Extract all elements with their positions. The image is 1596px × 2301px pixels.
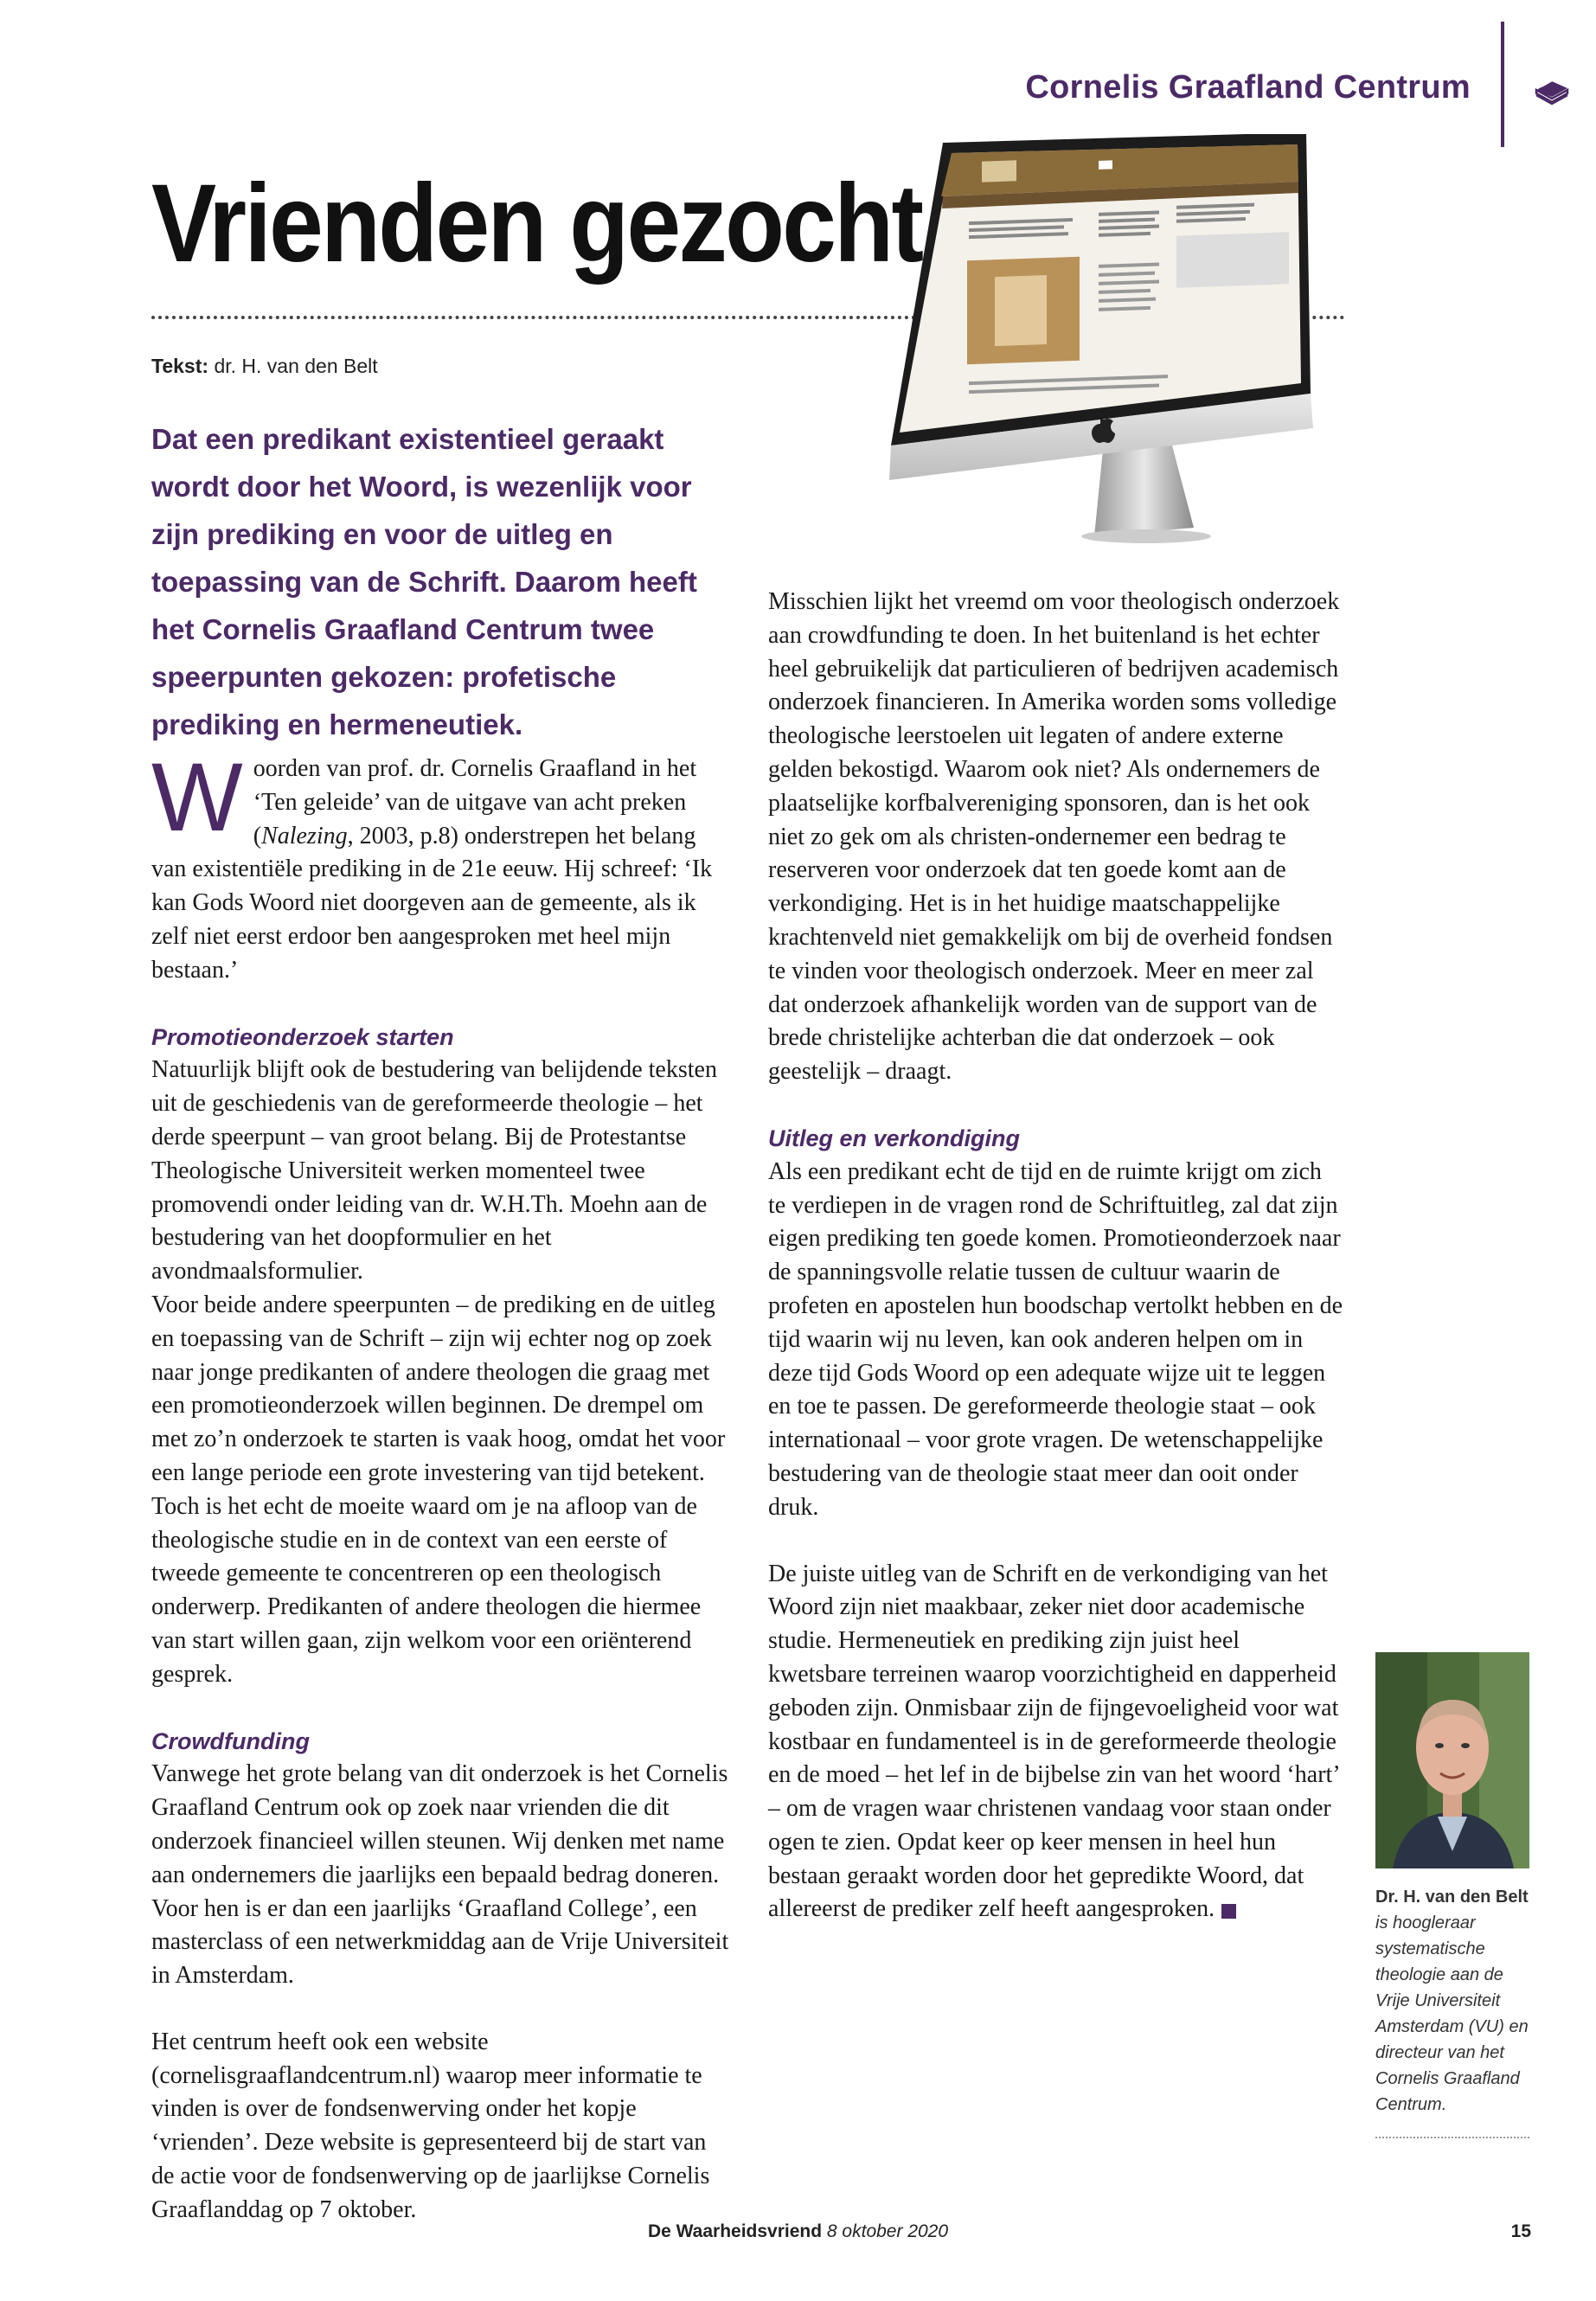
subheading-crowdfunding: Crowdfunding bbox=[151, 1727, 310, 1754]
author-caption bbox=[1375, 1884, 1531, 2118]
caption-text: is hoogleraar systematische theologie aan de Vrije Universiteit Amsterdam (VU) en directeur van het Cornelis Graafland Centrum. bbox=[1375, 1913, 1529, 2114]
subheading-uitleg: Uitleg en verkondiging bbox=[768, 1125, 1021, 1151]
opening-paragraph: Woorden van prof. dr. Cornelis Graafland in het ‘Ten geleide’ van de uitgave van acht preken (Nalezing, 2003, p.8) onderstrepen het belang van existentiële prediking in de 21e eeuw. Hij schreef: ‘Ik kan Gods Woord niet doorgeven aan de gemeente, als ik zelf niet eerst erdoor ben aangesproken met heel mijn bestaan.’ bbox=[151, 743, 713, 984]
article-intro: Dat een predikant existentieel geraakt wordt door het Woord, is wezenlijk voor zijn prediking en voor de uitleg en toepassing van de Schrift. Daarom heeft het Cornelis Graafland Centrum twee speerpunten gekozen: profetische prediking en hermeneutiek. bbox=[151, 423, 697, 740]
header-divider bbox=[1501, 22, 1504, 147]
paragraph: Vanwege het grote belang van dit onderzoek is het Cornelis Graafland Centrum ook op zoek naar vrienden die dit onderzoek financieel willen steunen. Wij denken met name aan ondernemers die jaarlijks een bepaald bedrag doneren. Voor hen is er dan een jaarlijks ‘Graafland College’, een masterclass of een netwerkmiddag aan de Vrije Universiteit in Amsterdam. bbox=[151, 1760, 729, 1990]
paragraph: Als een predikant echt de tijd en de ruimte krijgt om zich te verdiepen in de vragen rond de Schriftuitleg, zal dat zijn eigen prediking ten goede komen. Promotieonderzoek naar de spanningsvolle relatie tussen de cultuur waarin de profeten en apostelen hun boodschap vertolkt hebben en de tijd waarin wij nu leven, kan ook anderen helpen om in deze tijd Gods Woord op een adequate wijze uit te leggen en toe te passen. De gereformeerde theologie staat – ook internationaal – voor grote vragen. De wetenschappelijke bestudering van de theologie staat meer dan ooit onder druk. bbox=[768, 1157, 1343, 1521]
section-title: Cornelis Graafland Centrum bbox=[1025, 69, 1471, 106]
books-icon bbox=[1531, 69, 1571, 109]
column-right bbox=[768, 586, 1343, 1926]
magazine-name: De Waarheidsvriend bbox=[647, 2221, 823, 2241]
drop-cap: W bbox=[151, 743, 243, 851]
issue-date: 8 oktober 2020 bbox=[826, 2221, 949, 2241]
column-left bbox=[151, 743, 731, 2227]
end-mark-icon bbox=[1221, 1904, 1236, 1919]
article-title: Vrienden gezocht bbox=[151, 162, 922, 285]
page-number: 15 bbox=[1510, 2221, 1531, 2241]
author-line bbox=[151, 355, 378, 378]
paragraph: Voor beide andere speerpunten – de prediking en de uitleg en toepassing van de Schrift – zijn wij echter nog op zoek naar jonge predikanten of andere theologen die graag met een promotieonderzoek willen beginnen. De drempel om met zo’n onderzoek te starten is vaak hoog, omdat het voor een lange periode een grote investering van tijd betekent. Toch is het echt de moeite waard om je na afloop van de theologische studie en in de context van een eerste of tweede gemeente te concentreren op een theologisch onderwerp. Predikanten of andere theologen die hiermee van start willen gaan, zijn welkom voor een oriënterend gesprek. bbox=[151, 1291, 726, 1688]
closing-paragraph: De juiste uitleg van de Schrift en de verkondiging van het Woord zijn niet maakbaar, zeker niet door academische studie. Hermeneutiek en prediking zijn juist heel kwetsbare terreinen waarop voorzichtigheid en dapperheid geboden zijn. Onmisbaar zijn de fijngevoeligheid voor wat kostbaar en fundamenteel is in de gereformeerde theologie en de moed – het lef in de bijbelse zin van het woord ‘hart’ – om de vragen waar christenen vandaag voor staan onder ogen te zien. Opdat keer op keer mensen in heel hun bestaan geraakt worden door het gepredikte Woord, dat allereerst de prediker zelf heeft aangesproken. bbox=[768, 1560, 1339, 1923]
caption-divider bbox=[1375, 2137, 1529, 2138]
book-title: Nalezing bbox=[261, 822, 348, 849]
caption-name: Dr. H. van den Belt bbox=[1375, 1888, 1529, 1907]
website-monitor-image bbox=[874, 134, 1324, 558]
paragraph: Natuurlijk blijft ook de bestudering van belijdende teksten uit de geschiedenis van de gereformeerde theologie – het derde speerpunt – van groot belang. Bij de Protestantse Theologische Universiteit werken momenteel twee promovendi onder leiding van dr. W.H.Th. Moehn aan de bestudering van het doopformulier en het avondmaalsformulier. bbox=[151, 1056, 717, 1285]
paragraph-website: Het centrum heeft ook een website (cornelisgraaflandcentrum.nl) waarop meer informatie te vinden is over de fondsenwerving onder het kopje ‘vrienden’. Deze website is gepresenteerd bij de start van de actie voor de fondsenwerving op de jaarlijkse Cornelis Graaflanddag op 7 oktober. bbox=[151, 2028, 710, 2223]
page-footer bbox=[0, 2221, 1596, 2242]
author-photo bbox=[1375, 1652, 1529, 1868]
subheading-promotieonderzoek: Promotieonderzoek starten bbox=[151, 1023, 454, 1050]
author-name: dr. H. van den Belt bbox=[214, 355, 378, 377]
author-label: Tekst: bbox=[151, 355, 209, 377]
paragraph: Misschien lijkt het vreemd om voor theologisch onderzoek aan crowdfunding te doen. In het buitenland is het echter heel gebruikelijk dat particulieren of bedrijven academisch onderzoek financieren. In Amerika worden soms volledige theologische leerstoelen uit legaten of andere externe gelden bekostigd. Waarom ook niet? Als ondernemers de plaatselijke korfbalvereniging sponsoren, dan is het ook niet zo gek om als christen-ondernemer een bedrag te reserveren voor onderzoek dat ten goede komt aan de verkondiging. Het is in het huidige maatschappelijke krachtenveld niet gemakkelijk om bij de overheid fondsen te vinden voor theologisch onderzoek. Meer en meer zal dat onderzoek afhankelijk worden van de support van de brede christelijke achterban die dat onderzoek – ook geestelijk – draagt. bbox=[768, 588, 1340, 1086]
